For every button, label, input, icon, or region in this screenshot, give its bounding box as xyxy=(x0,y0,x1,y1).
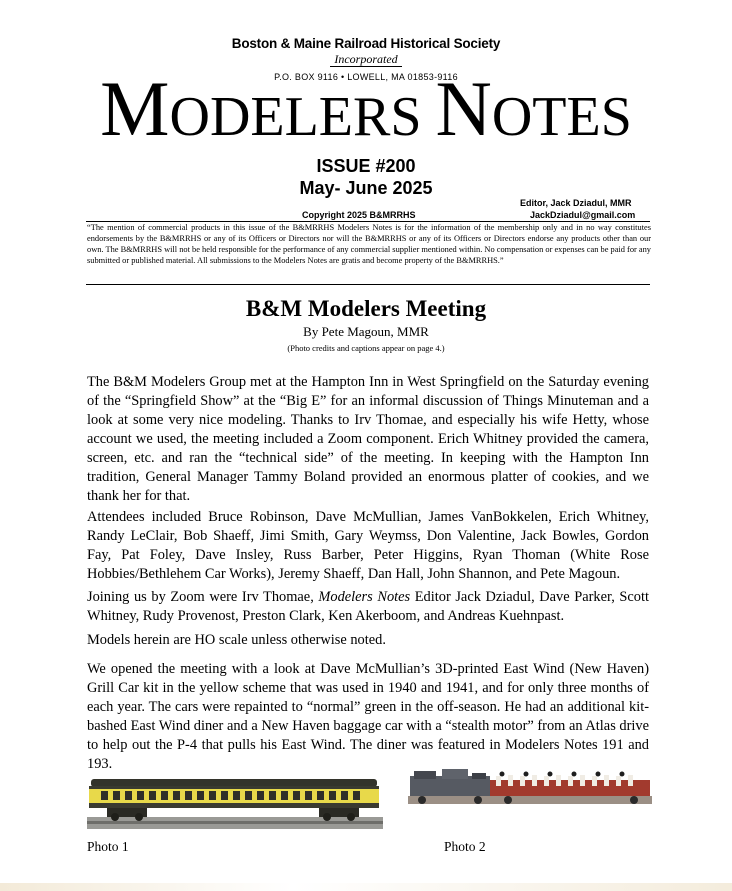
paragraph-5: We opened the meeting with a look at Dave McMullian’s 3D-printed East Wind (New Haven) Grill Car kit in the yellow scheme that was used in 1940 and 1941, and for only three months of each year. The cars were repainted to “normal” green in the off-season. He had an additional kit-bashed East Wind diner and a New Haven baggage car with a “stealth motor” from an Atlas drive to help out the P-4 that pulls his East Wind. The diner was featured in Modelers Notes 191 and 193. xyxy=(87,661,649,772)
paragraph-1: The B&M Modelers Group met at the Hampton Inn in West Springfield on the Saturday evening of the “Springfield Show” at the “Big E” for an informal discussion of Things Minuteman and a look at some very nice modeling. Thanks to Irv Thomae, and especially his wife Hetty, whose account we used, the meeting included a Zoom component. Erich Whitney provided the camera, screen, etc. and ran the “technical side” of the meeting. In keeping with the Hampton Inn tradition, General Manager Tammy Boland provided an enormous platter of cookies, and we thank her for that. xyxy=(87,374,649,504)
paragraph-4: Models herein are HO scale unless otherwise noted. xyxy=(87,632,386,648)
masthead-initial-m: M xyxy=(100,65,170,152)
photo-2-caption: Photo 2 xyxy=(444,839,486,854)
issue-date: May- June 2025 xyxy=(299,178,433,198)
masthead-rest-2: OTES xyxy=(491,86,632,148)
photo-1-grill-car xyxy=(87,773,383,829)
mailing-address: P.O. BOX 9116 • LOWELL, MA 01853-9116 xyxy=(274,72,458,82)
article-byline: By Pete Magoun, MMR xyxy=(303,324,429,339)
copyright-line: Copyright 2025 B&MRRHS xyxy=(302,210,416,220)
masthead xyxy=(0,65,732,152)
masthead-rest-1: ODELERS xyxy=(169,86,422,148)
paragraph-3: Joining us by Zoom were Irv Thomae, Modelers Notes Editor Jack Dziadul, Dave Parker, Scott Whitney, Rudy Provenost, Preston Clark, Ken Akerboom, and Andreas Kuehnpast. xyxy=(87,589,649,624)
incorporated-mark: Incorporated xyxy=(0,52,732,67)
editor-email[interactable]: JackDziadul@gmail.com xyxy=(530,210,636,220)
photo-credits-note: (Photo credits and captions appear on page 4.) xyxy=(287,343,445,353)
editor-credit: Editor, Jack Dziadul, MMR xyxy=(520,198,632,208)
photo-2-diner-car xyxy=(408,766,652,810)
issue-number: ISSUE #200 xyxy=(316,156,416,176)
paragraph-2: Attendees included Bruce Robinson, Dave McMullian, James VanBokkelen, Erich Whitney, Randy LeClair, Bob Shaeff, Jimi Smith, Gary Weymss, Don Valentine, Jack Bowles, Gordon Fay, Pat Foley, Dave Insley, Russ Barber, Peter Higgins, Ryan Thoman (White Rose Hobbies/Bethlehem Car Works), Jeremy Shaeff, Dan Hall, John Shannon, and Pete Magoun. xyxy=(87,509,649,582)
article-title: B&M Modelers Meeting xyxy=(245,296,487,321)
disclaimer-text: “The mention of commercial products in this issue of the B&MRRHS Modelers Notes is for the information of the membership only and in no way constitutes endorsements by the B&MRRHS or any of its Officers or Directors nor will the B&MRRHS or any of its Officers or Directors endorse any products other than our own. The B&MRRHS will not be held responsible for the performance of any commercial supplier mentioned within. No compensation or expenses can be paid for any submitted or published material. All submissions to the Modelers Notes are gratis and become property of the B&MRRHS.” xyxy=(87,223,651,265)
page-bottom-edge xyxy=(0,883,732,891)
photo-1-caption: Photo 1 xyxy=(87,839,129,854)
disclaimer-bottom-rule xyxy=(86,284,650,285)
masthead-initial-n: N xyxy=(435,65,492,152)
publication-name: Modelers Notes xyxy=(318,589,411,605)
society-name: Boston & Maine Railroad Historical Society xyxy=(231,36,501,51)
